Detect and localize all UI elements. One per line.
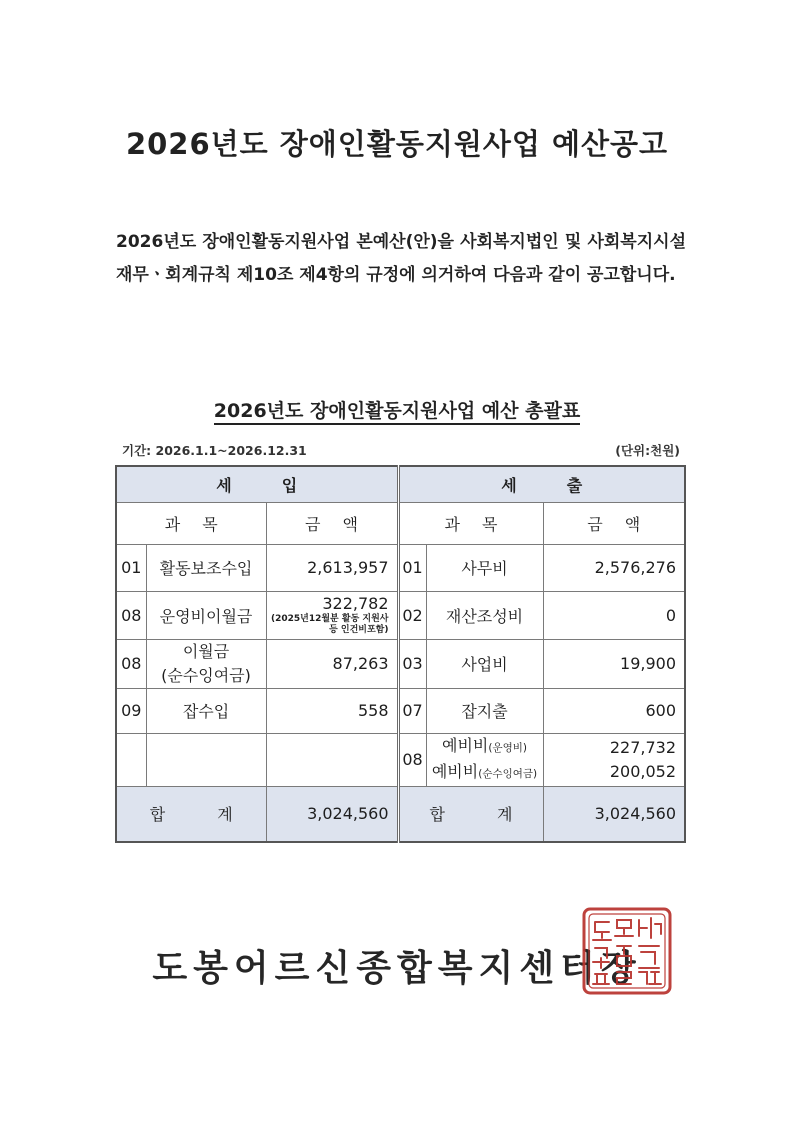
- expense-total-amount: 3,024,560: [543, 786, 685, 842]
- expense-code: 03: [398, 639, 426, 688]
- expense-name: 재산조성비: [426, 591, 543, 639]
- expense-item-header: 과목: [398, 502, 543, 544]
- income-header: 세입: [116, 466, 398, 502]
- expense-name-cell: [426, 733, 543, 786]
- table-title: [0, 396, 794, 423]
- income-code: 01: [116, 544, 146, 591]
- income-name: 이월금: [182, 641, 230, 661]
- table-header-row: [116, 466, 685, 502]
- income-total-label: [116, 786, 266, 842]
- total-label-a: 합: [149, 805, 166, 825]
- reserve-sub-2: (순수잉여금): [478, 767, 538, 780]
- table-row: [116, 544, 685, 591]
- total-label-b: 계: [497, 805, 513, 825]
- income-name: 활동보조수입: [146, 544, 266, 591]
- reserve-name-2: 예비비: [431, 761, 479, 781]
- total-label-a: 합: [429, 805, 445, 825]
- table-subheader-row: [116, 502, 685, 544]
- organization-name: 도봉어르신종합복지센터장: [152, 948, 642, 989]
- expense-name: 사업비: [426, 639, 543, 688]
- reserve-label-1: [427, 734, 543, 760]
- income-amount: 87,263: [266, 639, 398, 688]
- income-code: 08: [116, 591, 146, 639]
- income-amount: 2,613,957: [266, 544, 398, 591]
- income-item-header: 과목: [116, 502, 266, 544]
- total-label-b: 계: [217, 805, 233, 825]
- income-code: 08: [116, 639, 146, 688]
- total-row: [116, 786, 685, 842]
- expense-code: 02: [398, 591, 426, 639]
- expense-code: 01: [398, 544, 426, 591]
- expense-amount: 19,900: [543, 639, 685, 688]
- unit-label: (단위:천원): [615, 443, 680, 458]
- expense-code: 08: [398, 733, 426, 786]
- intro-paragraph: 2026년도 장애인활동지원사업 본예산(안)을 사회복지법인 및 사회복지시설 재무ㆍ회계규칙 제10조 제4항의 규정에 의거하여 다음과 같이 공고합니다.: [116, 232, 686, 285]
- income-name-sub: (순수잉여금): [161, 665, 251, 685]
- official-seal-stamp: [581, 906, 673, 996]
- table-row: [116, 591, 685, 639]
- expense-amount-cell: [543, 733, 685, 786]
- income-name: 운영비이월금: [146, 591, 266, 639]
- period-label: 기간: 2026.1.1~2026.12.31: [122, 443, 307, 458]
- reserve-sub-1: (운영비): [488, 741, 527, 754]
- table-row: [116, 639, 685, 688]
- reserve-amount-1: 227,732: [609, 737, 676, 757]
- income-amount-cell: [266, 591, 398, 639]
- budget-summary-table: [115, 465, 686, 843]
- table-title-text: 2026년도 장애인활동지원사업 예산 총괄표: [214, 400, 580, 425]
- expense-code: 07: [398, 688, 426, 733]
- expense-amount-header: 금액: [543, 502, 685, 544]
- income-name-cell: [146, 639, 266, 688]
- page-title: 2026년도 장애인활동지원사업 예산공고: [125, 127, 669, 161]
- income-amount: 322,782: [322, 594, 389, 613]
- expense-header: 세출: [398, 466, 685, 502]
- income-amount-note: (2025년12월분 활동 지원사 등 인건비포함): [270, 614, 389, 635]
- income-empty-cell: [146, 733, 266, 786]
- expense-amount: 2,576,276: [543, 544, 685, 591]
- income-empty-cell: [266, 733, 398, 786]
- expense-amount: 0: [543, 591, 685, 639]
- expense-total-label: [398, 786, 543, 842]
- expense-amount: 600: [543, 688, 685, 733]
- expense-name: 잡지출: [426, 688, 543, 733]
- expense-name: 사무비: [426, 544, 543, 591]
- income-code: 09: [116, 688, 146, 733]
- income-total-amount: 3,024,560: [266, 786, 398, 842]
- income-amount-header: 금액: [266, 502, 398, 544]
- table-row: [116, 733, 685, 786]
- reserve-name-1: 예비비: [442, 735, 489, 755]
- reserve-label-2: [427, 760, 543, 786]
- income-empty-cell: [116, 733, 146, 786]
- income-amount: 558: [266, 688, 398, 733]
- table-row: [116, 688, 685, 733]
- reserve-amount-2: 200,052: [609, 761, 676, 781]
- income-name: 잡수입: [146, 688, 266, 733]
